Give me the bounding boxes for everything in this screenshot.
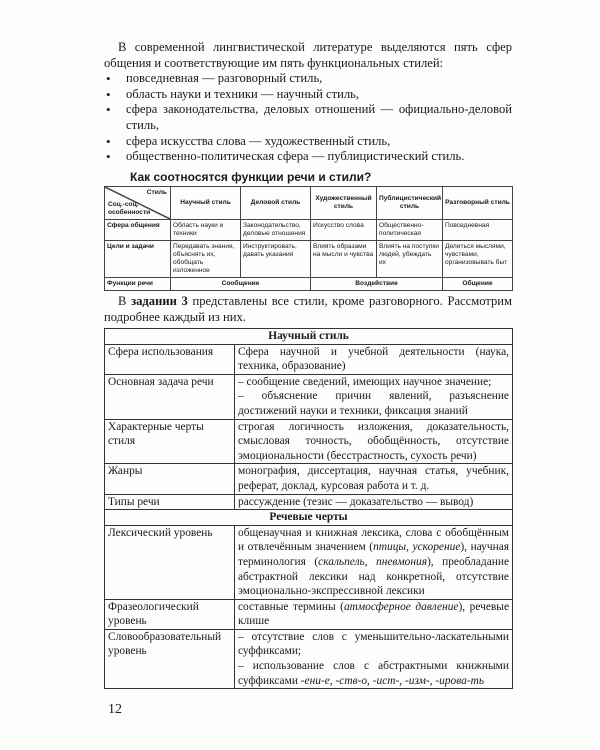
spheres-list <box>104 71 512 165</box>
table-cell: Делиться мыслями, чувствами, организовывать быт <box>443 241 513 278</box>
row-label: Характерные черты стиля <box>105 419 235 464</box>
table-row <box>105 525 513 599</box>
table-row <box>105 344 513 374</box>
table-row <box>105 464 513 494</box>
column-header: Деловой стиль <box>241 187 311 220</box>
table-cell: Общественно-политическая <box>377 220 443 241</box>
row-value <box>235 525 513 599</box>
table-row <box>105 599 513 629</box>
row-label: Типы речи <box>105 494 235 510</box>
column-header: Публицистический стиль <box>377 187 443 220</box>
table-cell: Повседневная <box>443 220 513 241</box>
example-suffixes: -ени-е, -ств-о, -ист-, -изм-, -ирова-ть <box>300 674 485 687</box>
row-value <box>235 629 513 688</box>
section-title: Речевые черты <box>105 510 513 526</box>
row-label: Лексический уровень <box>105 525 235 599</box>
list-item: • сфера законодательства, деловых отношений — официально-деловой стиль, <box>104 102 512 133</box>
mid-paragraph <box>104 294 512 325</box>
table-cell: Передавать знания, объяснять их, обобщать изложенное <box>171 241 241 278</box>
section-heading: Как соотносятся функции речи и стили? <box>130 170 372 184</box>
page-number: 12 <box>108 702 122 717</box>
row-value: монография, диссертация, научная статья, учебник, реферат, доклад, курсовая работа и т. д. <box>235 464 513 494</box>
corner-top-label: Стиль <box>146 189 167 196</box>
table-cell: Законодательство, деловые отношения <box>241 220 311 241</box>
table-title-row <box>105 329 513 345</box>
text-span: представлены все стили, кроме разговорного. Рассмотрим подробнее каждый из них. <box>104 294 512 324</box>
diagonal-corner-cell <box>105 187 171 220</box>
table-row <box>105 374 513 419</box>
intro-section <box>104 40 512 165</box>
table-section-row <box>105 510 513 526</box>
column-header: Научный стиль <box>171 187 241 220</box>
table-header-row <box>105 187 513 220</box>
column-header: Художественный стиль <box>311 187 377 220</box>
row-label: Жанры <box>105 464 235 494</box>
table-row <box>105 419 513 464</box>
scientific-style-table <box>104 328 513 689</box>
merged-cell: Сообщение <box>171 278 311 291</box>
text-span: – использование слов с абстрактными книжными суффиксами <box>238 660 509 687</box>
example-words: птицы, ускорение <box>373 541 461 554</box>
table-row <box>105 494 513 510</box>
list-item: • общественно-политическая сфера — публицистический стиль. <box>104 149 512 165</box>
table-row <box>105 241 513 278</box>
row-header: Сфера общения <box>105 220 171 241</box>
row-label: Фразеологический уровень <box>105 599 235 629</box>
intro-paragraph: В современной лингвистической литературе выделяются пять сфер общения и соответствующие им пять функциональных стилей: <box>104 40 512 70</box>
row-label: Сфера использования <box>105 344 235 374</box>
table-cell: Искусство слова <box>311 220 377 241</box>
column-header: Разговорный стиль <box>443 187 513 220</box>
table-cell: Влиять образами на мысли и чувства <box>311 241 377 278</box>
list-item: • повседневная — разговорный стиль, <box>104 71 512 87</box>
text-span: ), преобладание абстрактной лексики над конкретной, отсутствие эмоционально-экспрессивной лексики <box>238 555 510 598</box>
table-cell: Влиять на поступки людей, убеждать их <box>377 241 443 278</box>
merged-cell: Общение <box>443 278 513 291</box>
list-item: • сфера искусства слова — художественный стиль, <box>104 134 512 150</box>
row-value: – сообщение сведений, имеющих научное значение; – объяснение причин явлений, разъяснение достижений науки и техники, фиксация знаний <box>235 374 513 419</box>
row-value: строгая логичность изложения, доказательность, смысловая точность, обобщённость, отсутствие эмоциональности (бесстрастность, сухость речи) <box>235 419 513 464</box>
row-header: Функции речи <box>105 278 171 291</box>
table-row <box>105 278 513 291</box>
example-words: скальпель, пневмония <box>318 555 427 568</box>
text-span: составные термины ( <box>238 600 344 613</box>
list-item: • область науки и техники — научный стиль, <box>104 87 512 103</box>
row-label: Основная задача речи <box>105 374 235 419</box>
text-span: ), научная терминология ( <box>238 541 509 568</box>
row-value: Сфера научной и учебной деятельности (наука, техника, образование) <box>235 344 513 374</box>
text-span: общенаучная и книжная лексика, слова с обобщённым и отвлечённым значением ( <box>238 526 509 554</box>
table-cell: Область науки и техники <box>171 220 241 241</box>
example-words: атмосферное давление <box>343 600 459 613</box>
text-span: В <box>118 294 132 308</box>
text-line: – отсутствие слов с уменьшительно-ласкательными суффиксами; <box>238 630 509 658</box>
table-row <box>105 629 513 688</box>
row-label: Словообразовательный уровень <box>105 629 235 688</box>
row-value: рассуждение (тезис — доказательство — вывод) <box>235 494 513 510</box>
text-span: ), речевые клише <box>238 600 510 628</box>
merged-cell: Воздействие <box>311 278 443 291</box>
text-line <box>238 659 509 688</box>
table-title: Научный стиль <box>105 329 513 345</box>
task-reference: задании 3 <box>131 294 188 308</box>
row-value <box>235 599 513 629</box>
table-cell: Инструктировать, давать указания <box>241 241 311 278</box>
row-header: Цели и задачи <box>105 241 171 278</box>
corner-bottom-label: Соц.-соц. особенности <box>108 201 151 216</box>
speech-functions-table <box>104 186 513 291</box>
table-row <box>105 220 513 241</box>
